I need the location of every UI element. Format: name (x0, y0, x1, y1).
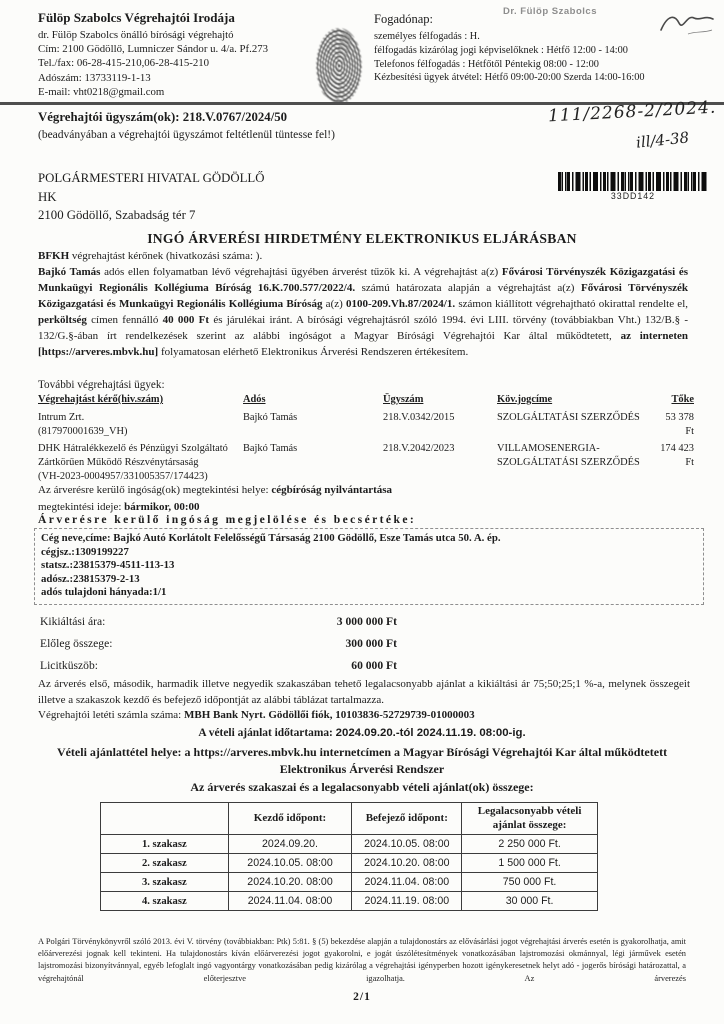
office-name: Fülöp Szabolcs Végrehajtói Irodája (38, 10, 235, 25)
creditor-ref: (VH-2023-0004957/331005357/174423) (38, 470, 208, 482)
stage-col-empty (101, 803, 229, 835)
reception-label: Fogadónap: (374, 12, 434, 26)
reception-line-delivery: Kézbesítési ügyek átvétel: Hétfő 09:00-20:00 Szerda 14:00-16:00 (374, 72, 645, 84)
stage-minbid: 30 000 Ft. (462, 892, 598, 911)
addressee-code: HK (38, 189, 57, 204)
stage-name: 4. szakasz (101, 892, 229, 911)
auction-stages-table (100, 802, 598, 911)
page-number: 2/1 (353, 991, 371, 1003)
price-value: 3 000 000 Ft (336, 615, 397, 628)
price-label: Kikiáltási ára: (40, 615, 106, 628)
barcode-label: 33DD142 (610, 191, 656, 201)
further-cases-section (38, 379, 694, 488)
col-claim-title: Köv.jogcíme (497, 394, 553, 405)
item-ownership-line: adós tulajdoni hányada:1/1 (41, 586, 167, 599)
price-row (40, 637, 397, 659)
inspection-time-line: megtekintési ideje: bármikor, 00:00 (38, 500, 200, 513)
legal-footer-paragraph: A Polgári Törvénykönyvről szóló 2013. évi V. törvény (továbbiakban: Ptk) 5:81. § (5) bekezdése alapján a tulajdonostárs az elővásárlási jogot végrehajtási árverés esetén is gyakorolhatja, amit előárverezési jognak kell tekinteni. Ha tulajdonostárs kíván előárverezési jogot gyakorolni, e jogát úszólétesítmények vonatkozásában lajstromozási okmánnyal, légi járművek esetén lajstromozási bizonyítvánnyal, egyéb lefoglalt ingó vagyontárgy vonatkozásában pedig kizárólag a végrehajtási igényperben hozott igénykeresetnek helyt adó - jogerős bírósági határozattal, a végrehajtónál előterjesztve igazolhatja. Az árverezés (38, 937, 686, 983)
item-statno-line: statsz.:23815379-4511-113-13 (41, 559, 175, 572)
office-taxnumber-line: Adószám: 13733119-1-13 (38, 71, 151, 84)
stage-end: 2024.11.19. 08:00 (352, 892, 462, 911)
further-cases-heading: További végrehajtási ügyek: (38, 379, 165, 391)
stage-minbid: 2 250 000 Ft. (462, 835, 598, 854)
further-case-row (38, 442, 694, 483)
office-executor-line: dr. Fülöp Szabolcs önálló bírósági végrehajtó (38, 29, 234, 41)
stage-start: 2024.10.20. 08:00 (228, 873, 352, 892)
creditor-name: DHK Hátralékkezelő és Pénzügyi Szolgáltató Zártkörűen Működő Részvénytársaság (38, 443, 228, 469)
stage-row (101, 835, 598, 854)
price-summary (40, 615, 397, 681)
item-taxno-line: adósz.:23815379-2-13 (41, 572, 140, 585)
addressee-name: POLGÁRMESTERI HIVATAL GÖDÖLLŐ (38, 171, 265, 185)
case-principal: 53 378 Ft (665, 411, 694, 437)
stage-start: 2024.10.05. 08:00 (228, 854, 352, 873)
case-debtor: Bajkó Tamás (243, 411, 298, 423)
case-claim: SZOLGÁLTATÁSI SZERZŐDÉS (497, 411, 640, 423)
document-title: INGÓ ÁRVERÉSI HIRDETMÉNY ELEKTRONIKUS ELJÁRÁSBAN (147, 231, 577, 246)
main-paragraph: Bajkó Tamás adós ellen folyamatban lévő végrehajtási ügyében árverést tűzök ki. A végrehajtást a(z) Fővárosi Törvényszék Közigazgatási és Munkaügyi Regionális Kollégiuma Bíróság 16.K.700.577/2022/4. számú határozata alapján a végrehajtást a(z) Fővárosi Törvényszék Közigazgatási és Munkaügyi Regionális Kollégiuma Bíróság a(z) 0100-209.Vh.87/2024/1. számon kiállított végrehajtható okirattal rendelte el, perköltség címen fennálló 40 000 Ft és járulékai iránt. A bírósági végrehajtásról szóló 1994. évi LIII. törvény (továbbiakban Vht.) 132/B.§ - 132/G.§-ában írt rendelkezések szerint az alábbi ingóságot a Magyar Bírósági Végrehajtói Kar által működtetett, az interneten [https://arveres.mbvk.hu] folyamatosan elérhető Elektronikus Árverési Rendszeren értékesítem. (38, 266, 688, 358)
creditor-ref: (817970001639_VH) (38, 425, 128, 437)
price-label: Licitküszöb: (40, 659, 98, 672)
stage-start: 2024.09.20. (228, 835, 352, 854)
case-number-block (38, 110, 508, 141)
stage-name: 2. szakasz (101, 854, 229, 873)
stage-row (101, 892, 598, 911)
case-claim: VILLAMOSENERGIA-SZOLGÁLTATÁSI SZERZŐDÉS (497, 443, 640, 469)
case-number: 218.V.0342/2015 (383, 411, 455, 423)
case-principal: 174 423 Ft (660, 443, 694, 469)
name-stamp: Dr. Fülöp Szabolcs (503, 6, 597, 17)
col-creditor: Végrehajtást kérő(hiv.szám) (38, 394, 164, 405)
reception-line-phone: Telefonos félfogadás : Hétfőtől Péntekig 08:00 - 12:00 (374, 58, 599, 70)
col-debtor: Adós (243, 394, 266, 405)
office-email-line: E-mail: vht0218@gmail.com (38, 85, 165, 98)
intro-line: BFKH végrehajtást kérőnek (hivatkozási száma: ). (38, 250, 263, 262)
stage-row (101, 854, 598, 873)
signature-icon (658, 8, 716, 40)
stage-col-end: Befejező időpont: (352, 803, 462, 835)
inspection-section (38, 482, 688, 515)
stage-minbid: 1 500 000 Ft. (462, 854, 598, 873)
handwritten-reference-2: ill/4-38 (635, 128, 690, 152)
office-info-block (38, 10, 328, 99)
inspection-place-line: Az árverésre kerülő ingóság(ok) megtekintési helye: cégbíróság nyilvántartása (38, 484, 393, 496)
barcode-icon (558, 172, 708, 191)
item-section-heading: Árverésre kerülő ingóság megjelölése és becsértéke: (38, 513, 417, 526)
stage-end: 2024.10.20. 08:00 (352, 854, 462, 873)
stage-minbid: 750 000 Ft. (462, 873, 598, 892)
further-case-row (38, 411, 694, 439)
stage-row (101, 873, 598, 892)
deposit-account-line: Végrehajtói letéti számla száma: MBH Bank Nyrt. Gödöllői fiók, 10103836-52729739-01000003 (38, 709, 475, 721)
case-number-line: Végrehajtói ügyszám(ok): 218.V.0767/2024/50 (38, 110, 288, 124)
reception-line-legal: félfogadás kizárólag jogi képviselőknek : Hétfő 12:00 - 14:00 (374, 44, 628, 56)
case-number: 218.V.2042/2023 (383, 443, 455, 455)
office-address-line: Cím: 2100 Gödöllő, Lumniczer Sándor u. 4/a. Pf.273 (38, 43, 269, 56)
item-regno-line: cégjsz.:1309199227 (41, 545, 129, 558)
creditor-name: Intrum Zrt. (38, 411, 85, 423)
official-seal-icon (316, 28, 362, 104)
price-value: 300 000 Ft (345, 637, 397, 650)
barcode-block (558, 172, 708, 201)
reception-line-personal: személyes félfogadás : H. (374, 31, 480, 42)
price-row (40, 615, 397, 637)
stage-start: 2024.11.04. 08:00 (228, 892, 352, 911)
price-value: 60 000 Ft (351, 659, 397, 672)
stage-end: 2024.10.05. 08:00 (352, 835, 462, 854)
stages-header-row (101, 803, 598, 835)
item-company-line: Cég neve,címe: Bajkó Autó Korlátolt Felelősségű Társaság 2100 Gödöllő, Esze Tamás utca 50. A. ép. (41, 532, 501, 544)
case-note-line: (beadványában a végrehajtói ügyszámot feltétlenül tüntesse fel!) (38, 129, 335, 141)
case-debtor: Bajkó Tamás (243, 443, 298, 455)
addressee-block (38, 169, 264, 225)
price-label: Előleg összege: (40, 637, 113, 650)
stage-name: 3. szakasz (101, 873, 229, 892)
offer-period-line: A vételi ajánlat időtartama: 2024.09.20.-tól 2024.11.19. 08:00-ig. (198, 727, 526, 739)
body-block (38, 248, 688, 360)
stage-name: 1. szakasz (101, 835, 229, 854)
item-details-box (34, 528, 704, 605)
further-cases-header-row (38, 393, 694, 407)
stages-heading: Az árverés szakaszai és a legalacsonyabb vételi ajánlat(ok) összege: (190, 780, 534, 794)
office-phone-line: Tel./fax: 06-28-415-210,06-28-415-210 (38, 57, 210, 70)
addressee-address: 2100 Gödöllő, Szabadság tér 7 (38, 208, 196, 222)
stage-col-minbid: Legalacsonyabb vételi ajánlat összege: (462, 803, 598, 835)
offer-place-line: Vételi ajánlattétel helye: a https://arveres.mbvk.hu internetcímen a Magyar Bírósági Végrehajtói Kar által működtetett Elektronikus Árverési Rendszer (56, 745, 668, 776)
case-creditor (38, 442, 243, 483)
col-case-number: Ügyszám (383, 394, 424, 405)
stage-end: 2024.11.04. 08:00 (352, 873, 462, 892)
stage-rule-paragraph: Az árverés első, második, harmadik illetve negyedik szakaszában tehető legalacsonyabb ajánlat a kikiáltási ár 75;50;25;1 %-a, melynek összegeit illetve a szakaszok kezdő és befejező időpontját az alábbi táblázat tartalmazza. (38, 678, 690, 706)
case-creditor (38, 411, 243, 439)
handwritten-reference-1: 111/2268-2/2024. (547, 97, 717, 127)
col-principal: Tőke (671, 394, 694, 405)
stage-col-start: Kezdő időpont: (228, 803, 352, 835)
